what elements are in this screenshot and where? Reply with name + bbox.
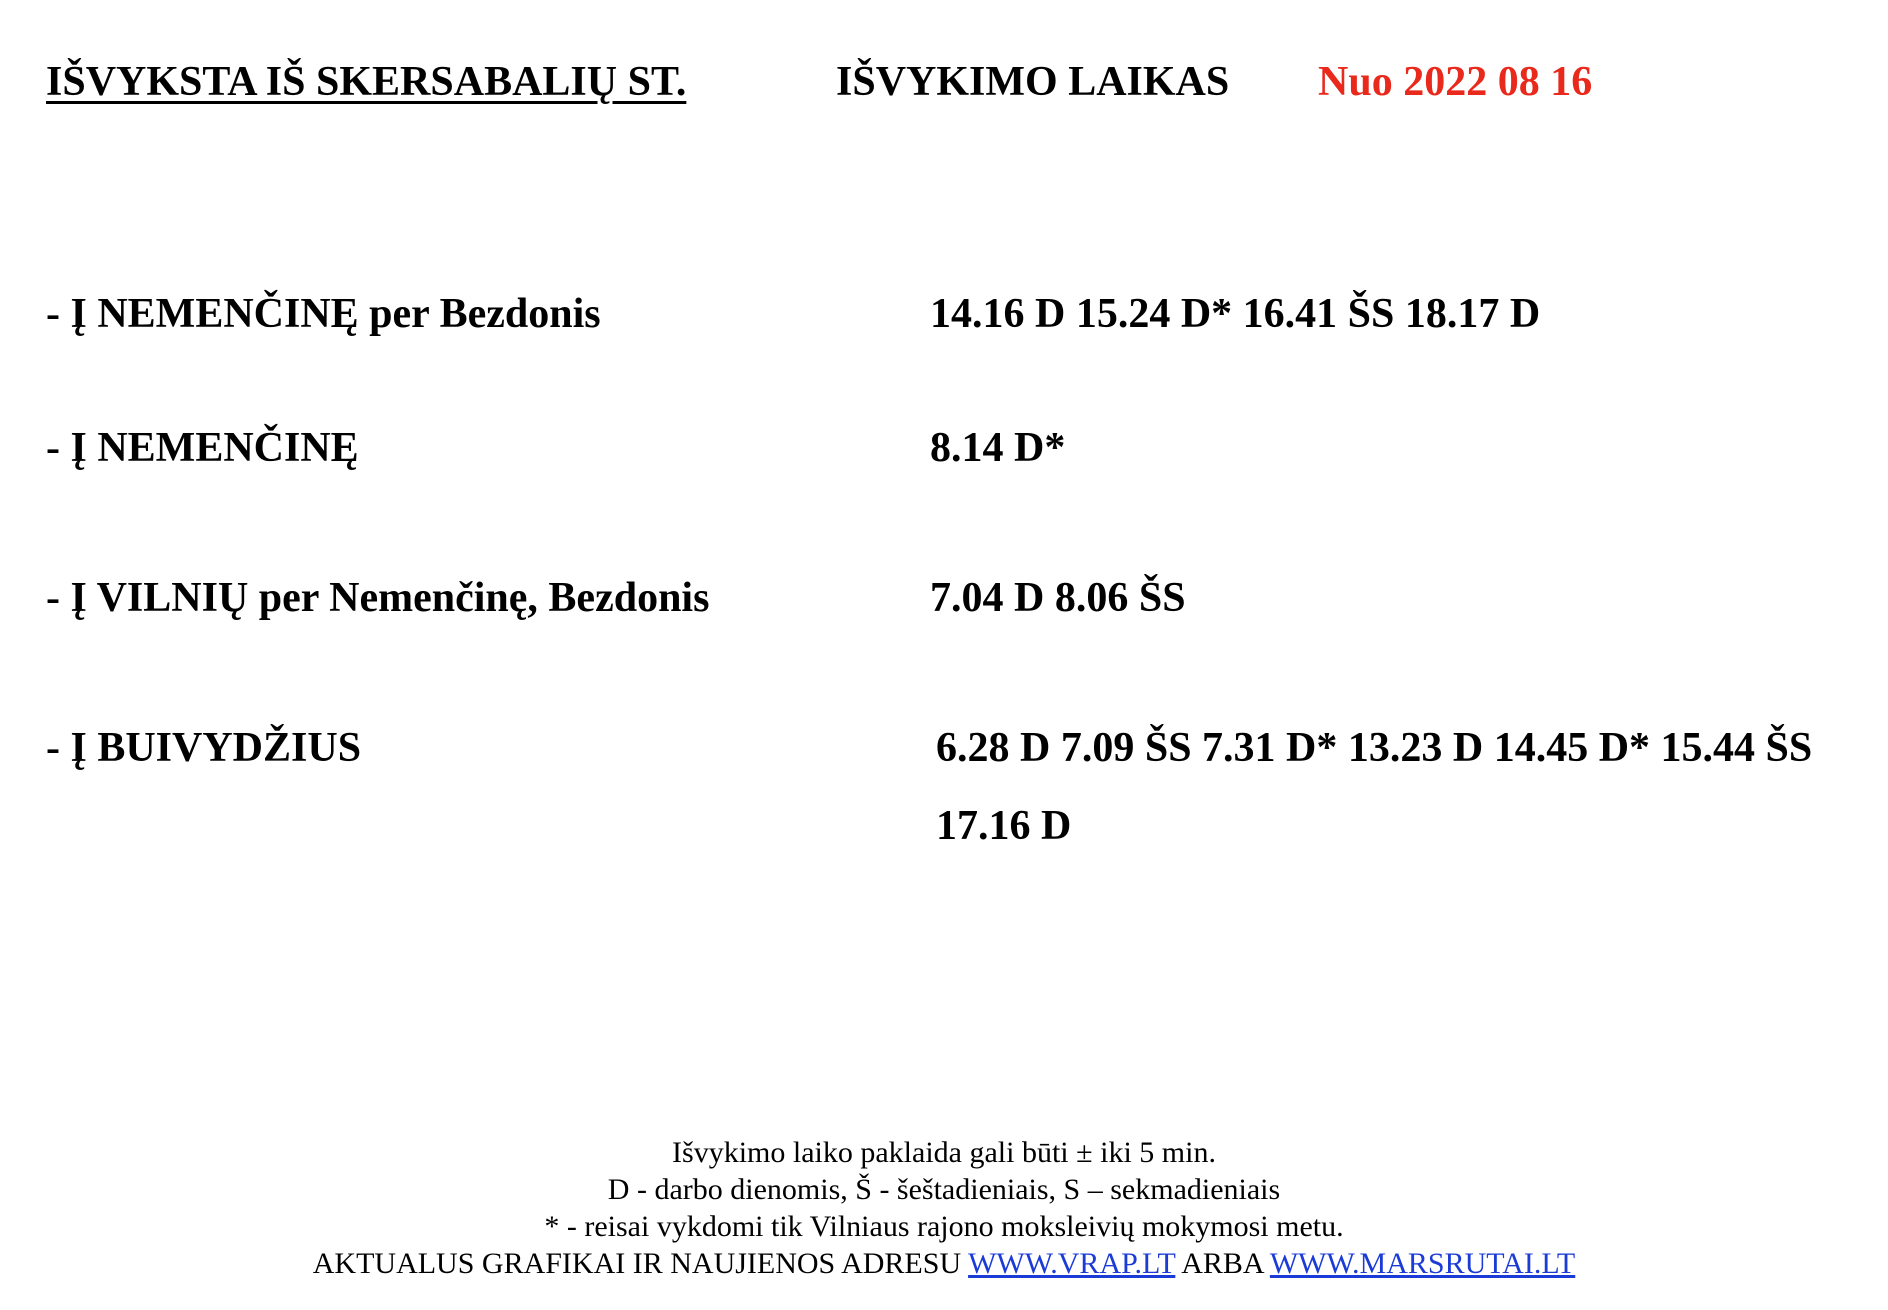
- route-times: 14.16 D 15.24 D* 16.41 ŠS 18.17 D: [930, 291, 1541, 337]
- route-destination: - Į NEMENČINĘ per Bezdonis: [46, 291, 601, 337]
- asterisk-note: * - reisai vykdomi tik Vilniaus rajono moksleivių mokymosi metu.: [544, 1210, 1344, 1243]
- timetable-footer: [0, 1134, 1888, 1282]
- departure-station-title: IŠVYKSTA IŠ SKERSABALIŲ ST.: [46, 59, 687, 105]
- links-line: [0, 1245, 1888, 1282]
- vrap-link[interactable]: WWW.VRAP.LT: [968, 1247, 1176, 1280]
- route-times: 7.04 D 8.06 ŠS: [930, 575, 1186, 621]
- route-times-continued: 17.16 D: [936, 803, 1072, 849]
- day-legend: D - darbo dienomis, Š - šeštadieniais, S – sekmadieniais: [607, 1173, 1281, 1206]
- route-destination: - Į VILNIŲ per Nemenčinę, Bezdonis: [46, 575, 710, 621]
- marsrutai-link[interactable]: WWW.MARSRUTAI.LT: [1269, 1247, 1576, 1280]
- links-prefix: AKTUALUS GRAFIKAI IR NAUJIENOS ADRESU: [312, 1247, 962, 1280]
- departure-time-label: IŠVYKIMO LAIKAS: [836, 59, 1230, 105]
- valid-from-date: Nuo 2022 08 16: [1318, 59, 1593, 105]
- route-times: 6.28 D 7.09 ŠS 7.31 D* 13.23 D 14.45 D* 15.44 ŠS: [936, 725, 1813, 771]
- route-destination: - Į NEMENČINĘ: [46, 425, 359, 471]
- route-times: 8.14 D*: [930, 425, 1066, 471]
- route-destination: - Į BUIVYDŽIUS: [46, 725, 362, 771]
- tolerance-note: Išvykimo laiko paklaida gali būti ± iki 5 min.: [672, 1136, 1216, 1169]
- links-joiner: ARBA: [1181, 1247, 1263, 1280]
